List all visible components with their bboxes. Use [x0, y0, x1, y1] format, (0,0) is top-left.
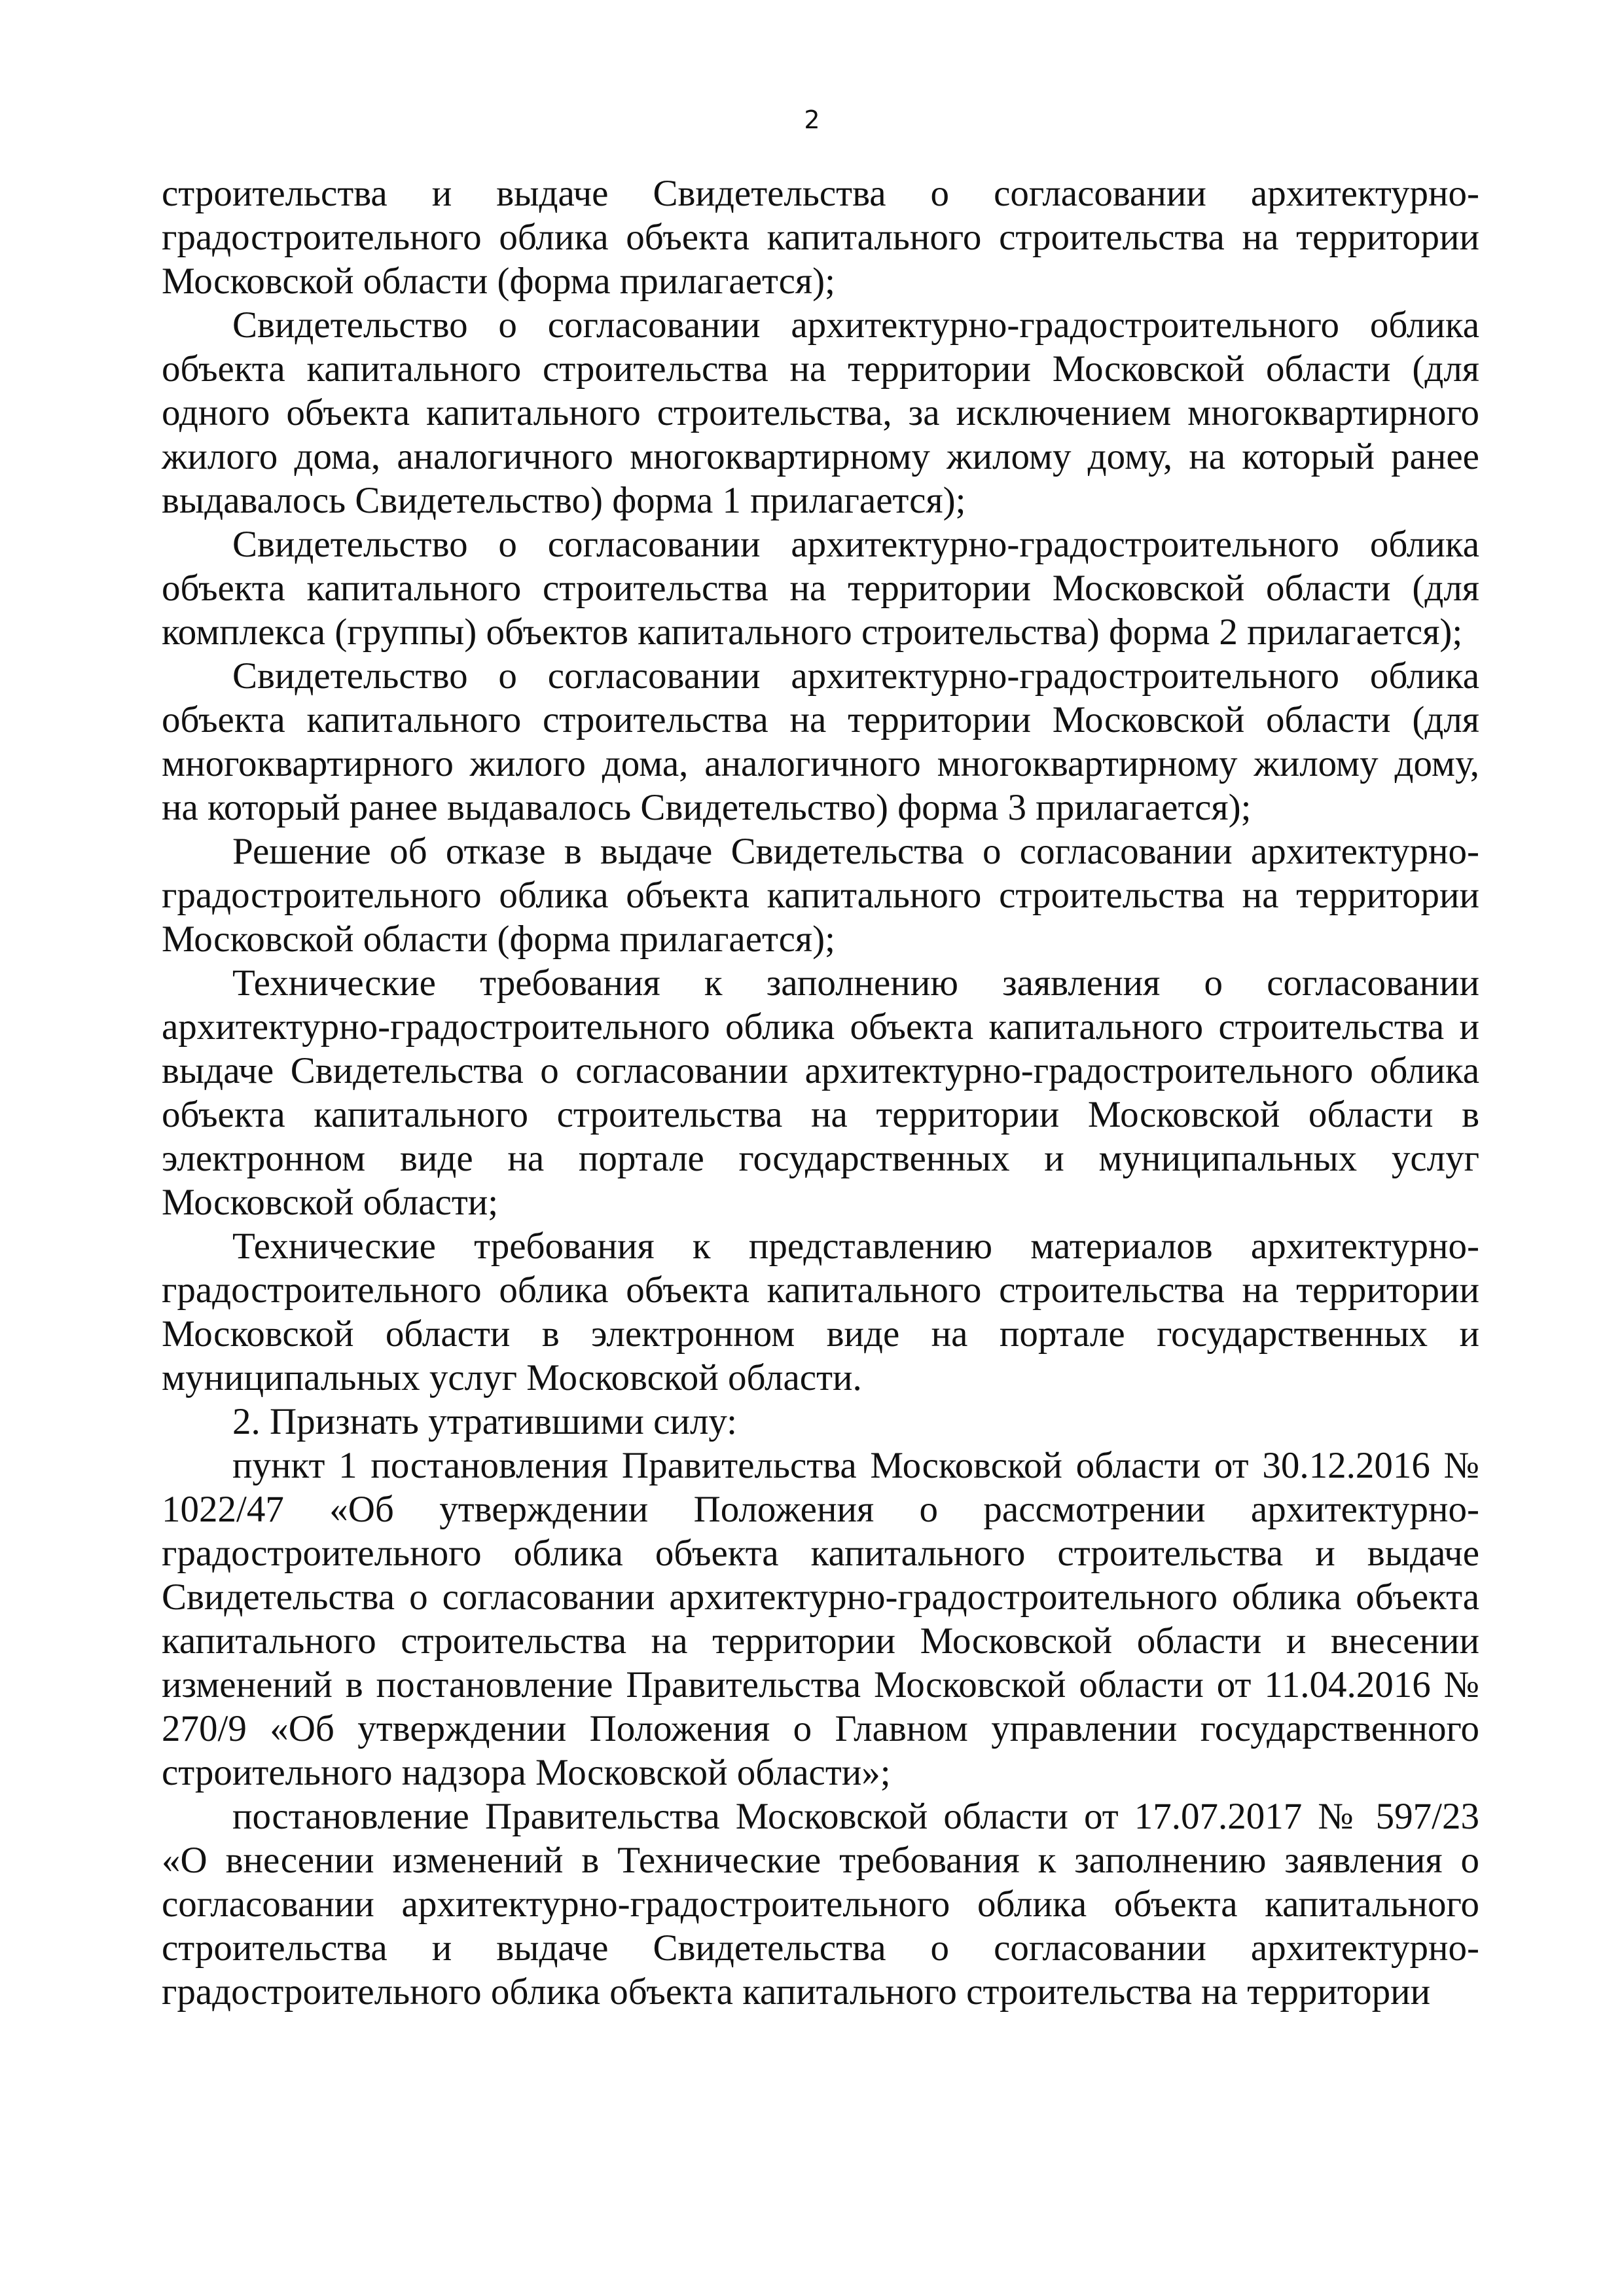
- paragraph-continuation: строительства и выдаче Свидетельства о согласовании архитектурно-градостроительного облика объекта капитального строительства на территории Московской области (форма прилагается);: [162, 173, 1479, 302]
- paragraph-item-2: 2. Признать утратившими силу:: [232, 1401, 737, 1442]
- page-number: 2: [804, 105, 820, 134]
- paragraph-form-1: Свидетельство о согласовании архитектурно-градостроительного облика объекта капитального строительства на территории Московской области (для одного объекта капитального строительства, за исключением многоквартирного жилого дома, аналогичного многоквартирному жилому дому, на который ранее выдавалось Свидетельство) форма 1 прилагается);: [162, 304, 1479, 521]
- paragraph-technical-requirements-application: Технические требования к заполнению заявления о согласовании архитектурно-градостроительного облика объекта капитального строительства и выдаче Свидетельства о согласовании архитектурно-градостроительного облика объекта капитального строительства на территории Московской области в электронном виде на портале государственных и муниципальных услуг Московской области;: [162, 962, 1479, 1223]
- paragraph-refusal-decision: Решение об отказе в выдаче Свидетельства о согласовании архитектурно-градостроительного облика объекта капитального строительства на территории Московской области (форма прилагается);: [162, 831, 1479, 960]
- paragraph-repealed-597-23: постановление Правительства Московской области от 17.07.2017 № 597/23 «О внесении изменений в Технические требования к заполнению заявления о согласовании архитектурно-градостроительного облика объекта капитального строительства и выдаче Свидетельства о согласовании архитектурно-градостроительного облика объекта капитального строительства на территории: [162, 1796, 1479, 2013]
- paragraph-form-2: Свидетельство о согласовании архитектурно-градостроительного облика объекта капитального строительства на территории Московской области (для комплекса (группы) объектов капитального строительства) форма 2 прилагается);: [162, 524, 1479, 653]
- document-body: [162, 172, 1479, 2014]
- paragraph-form-3: Свидетельство о согласовании архитектурно-градостроительного облика объекта капитального строительства на территории Московской области (для многоквартирного жилого дома, аналогичного многоквартирному жилому дому, на который ранее выдавалось Свидетельство) форма 3 прилагается);: [162, 655, 1479, 828]
- paragraph-repealed-1022-47: пункт 1 постановления Правительства Московской области от 30.12.2016 № 1022/47 «Об утверждении Положения о рассмотрении архитектурно-градостроительного облика объекта капитального строительства и выдаче Свидетельства о согласовании архитектурно-градостроительного облика объекта капитального строительства на территории Московской области и внесении изменений в постановление Правительства Московской области от 11.04.2016 № 270/9 «Об утверждении Положения о Главном управлении государственного строительного надзора Московской области»;: [162, 1445, 1479, 1793]
- paragraph-technical-requirements-materials: Технические требования к представлению материалов архитектурно-градостроительного облика объекта капитального строительства на территории Московской области в электронном виде на портале государственных и муниципальных услуг Московской области.: [162, 1226, 1479, 1398]
